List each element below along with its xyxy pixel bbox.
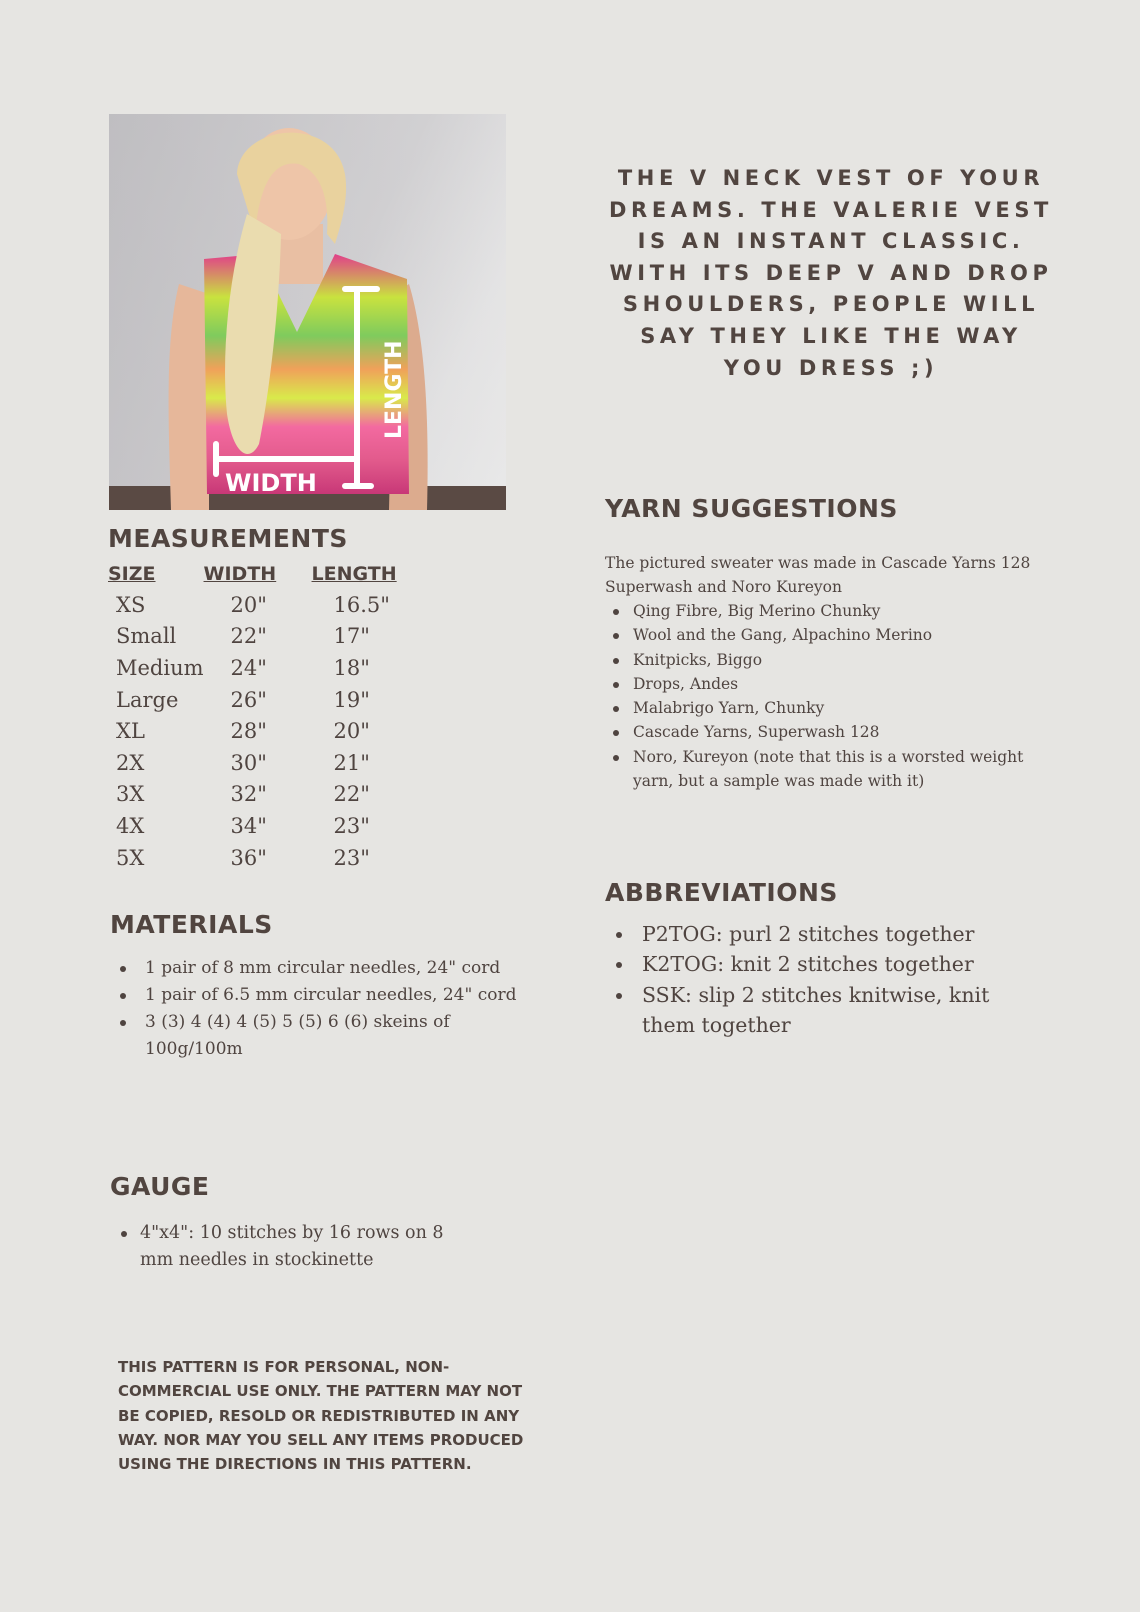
length-cell: 16.5" xyxy=(333,592,390,617)
list-item: Knitpicks, Biggo xyxy=(605,648,1030,672)
column-header-length: LENGTH xyxy=(311,563,397,585)
length-cell: 17" xyxy=(333,624,370,649)
tagline: THE V NECK VEST OF YOUR DREAMS. THE VALERIE VEST IS AN INSTANT CLASSIC. WITH ITS DEEP V AND DROP SHOULDERS, PEOPLE WILL SAY THEY LIKE THE WAY YOU DRESS ;) xyxy=(609,166,1053,380)
width-cell: 22" xyxy=(230,624,267,649)
list-item: 3 (3) 4 (4) 4 (5) 5 (5) 6 (6) skeins of 100g/100m xyxy=(110,1009,530,1063)
length-cell: 19" xyxy=(333,687,370,712)
list-item: 4"x4": 10 stitches by 16 rows on 8 mm needles in stockinette xyxy=(110,1220,480,1273)
yarn-list xyxy=(605,599,1030,793)
list-item: 1 pair of 8 mm circular needles, 24" cord xyxy=(110,955,530,982)
width-cell: 36" xyxy=(230,845,267,870)
yarn-heading: YARN SUGGESTIONS xyxy=(605,494,898,523)
width-cell: 30" xyxy=(230,750,267,775)
table-row xyxy=(108,810,402,842)
size-cell: 3X xyxy=(116,782,145,807)
list-item: P2TOG: purl 2 stitches together xyxy=(605,919,1045,949)
table-row xyxy=(108,589,402,621)
gauge-heading: GAUGE xyxy=(110,1172,210,1201)
size-cell: 4X xyxy=(116,813,145,838)
table-row xyxy=(108,747,402,779)
list-item: 1 pair of 6.5 mm circular needles, 24" cord xyxy=(110,982,530,1009)
width-cell: 20" xyxy=(230,592,267,617)
list-item: Cascade Yarns, Superwash 128 xyxy=(605,720,1030,744)
materials-list xyxy=(110,955,530,1063)
list-item: SSK: slip 2 stitches knitwise, knit them together xyxy=(605,980,1045,1041)
length-cell: 22" xyxy=(333,782,370,807)
gauge-list xyxy=(110,1220,480,1273)
list-item: Drops, Andes xyxy=(605,672,1030,696)
vest-illustration xyxy=(109,114,506,510)
list-item: Noro, Kureyon (note that this is a worsted weight yarn, but a sample was made with it) xyxy=(605,745,1030,794)
table-row xyxy=(108,779,402,811)
size-cell: 2X xyxy=(116,750,145,775)
width-label: WIDTH xyxy=(225,469,317,497)
list-item: Wool and the Gang, Alpachino Merino xyxy=(605,623,1030,647)
list-item: Qing Fibre, Big Merino Chunky xyxy=(605,599,1030,623)
length-cell: 23" xyxy=(333,813,370,838)
size-cell: Large xyxy=(116,687,179,712)
abbreviations-heading: ABBREVIATIONS xyxy=(605,878,838,907)
length-cell: 21" xyxy=(333,750,370,775)
length-cell: 18" xyxy=(333,655,370,680)
size-cell: Small xyxy=(116,624,177,649)
width-cell: 26" xyxy=(230,687,267,712)
column-header-size: SIZE xyxy=(108,563,156,585)
measurements-table xyxy=(108,559,402,873)
materials-heading: MATERIALS xyxy=(110,910,273,939)
model-photo xyxy=(109,114,506,510)
size-cell: 5X xyxy=(116,845,145,870)
width-cell: 32" xyxy=(230,782,267,807)
size-cell: XS xyxy=(116,592,146,617)
width-cell: 34" xyxy=(230,813,267,838)
width-cell: 24" xyxy=(230,655,267,680)
list-item: K2TOG: knit 2 stitches together xyxy=(605,949,1045,979)
width-cell: 28" xyxy=(230,719,267,744)
column-header-width: WIDTH xyxy=(203,563,277,585)
measurements-rows xyxy=(108,589,402,873)
table-row xyxy=(108,652,402,684)
yarn-intro: The pictured sweater was made in Cascade Yarns 128 Superwash and Noro Kureyon xyxy=(605,554,1031,596)
table-header-row xyxy=(108,559,402,589)
list-item: Malabrigo Yarn, Chunky xyxy=(605,696,1030,720)
size-cell: Medium xyxy=(116,655,204,680)
table-row xyxy=(108,684,402,716)
length-cell: 23" xyxy=(333,845,370,870)
usage-notice: THIS PATTERN IS FOR PERSONAL, NON-COMMERCIAL USE ONLY. THE PATTERN MAY NOT BE COPIED, RESOLD OR REDISTRIBUTED IN ANY WAY. NOR MAY YOU SELL ANY ITEMS PRODUCED USING THE DIRECTIONS IN THIS PATTERN. xyxy=(118,1358,524,1474)
table-row xyxy=(108,715,402,747)
size-cell: XL xyxy=(116,719,145,744)
length-label: LENGTH xyxy=(382,340,407,439)
abbreviations-list xyxy=(605,919,1045,1040)
table-row xyxy=(108,842,402,874)
table-row xyxy=(108,621,402,653)
length-cell: 20" xyxy=(333,719,370,744)
measurements-heading: MEASUREMENTS xyxy=(108,524,348,553)
